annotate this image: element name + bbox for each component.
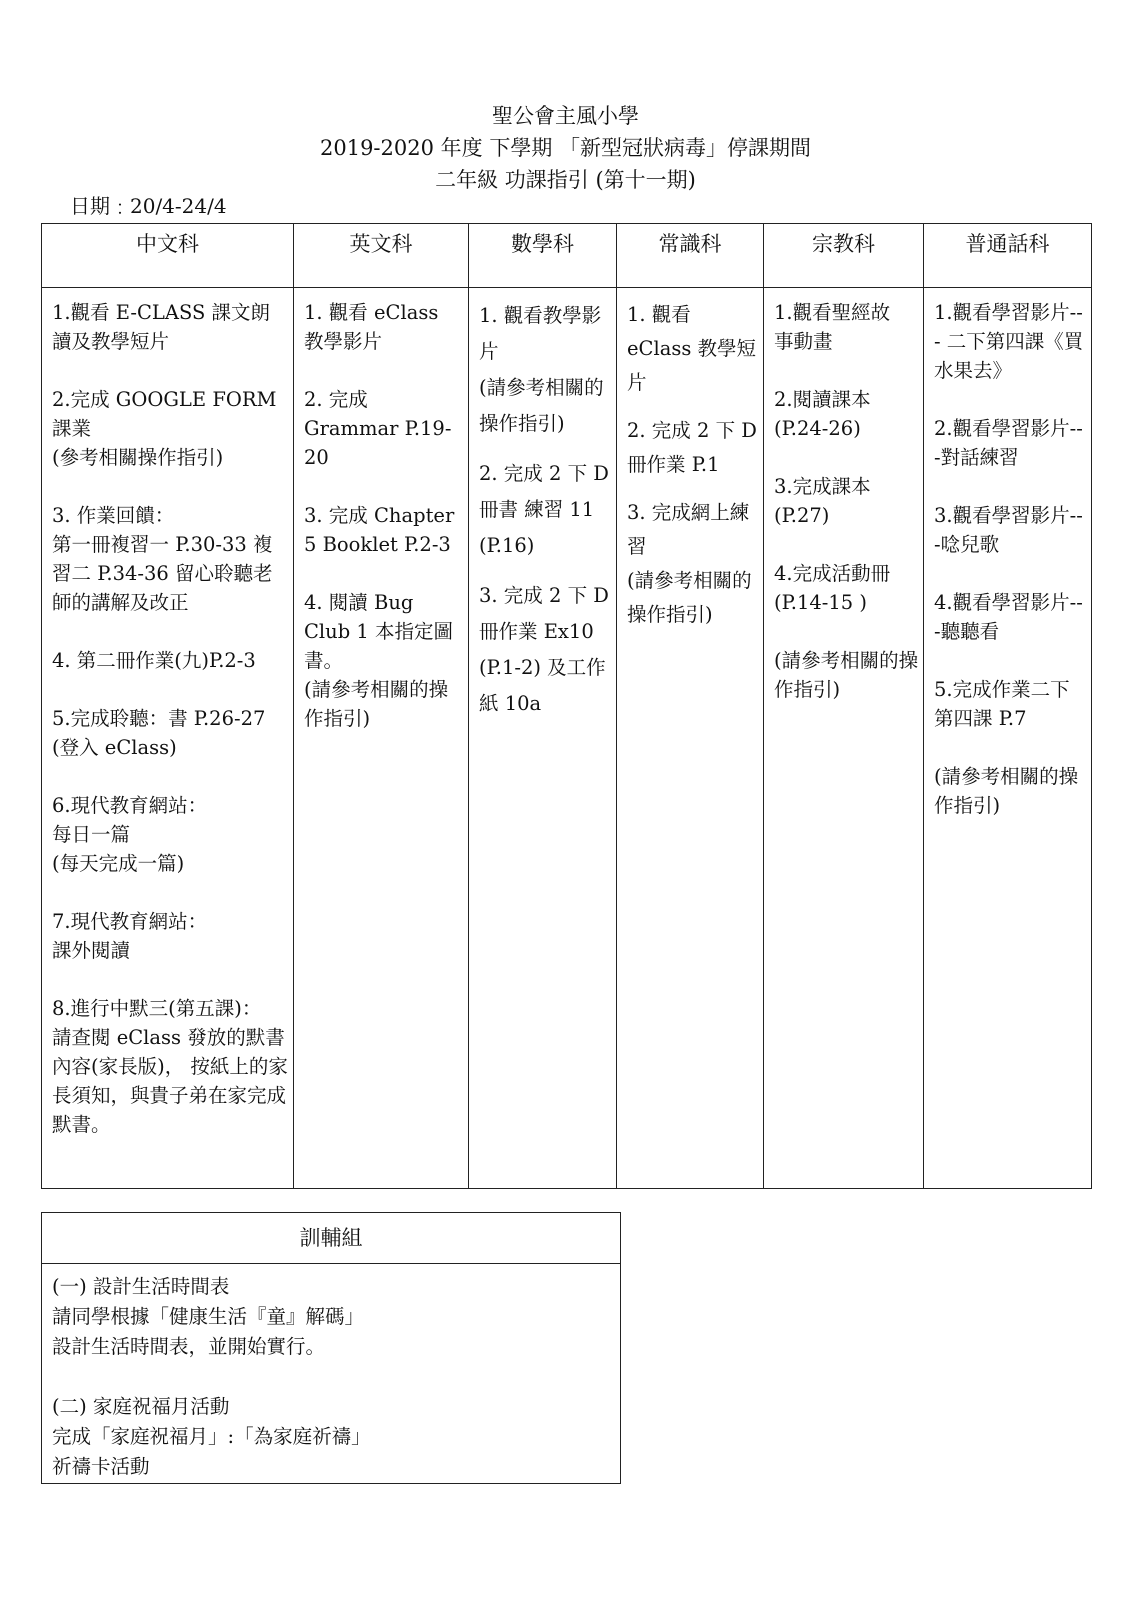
chinese-task-4: 4. 第二冊作業(九)P.2-3 — [52, 649, 256, 672]
english-task-3: 3. 完成 Chapter 5 Booklet P.2-3 — [304, 504, 455, 556]
chinese-task-7: 7.現代教育網站： 課外閱讀 — [52, 910, 208, 962]
putonghua-task-2: 2.觀看學習影片---對話練習 — [934, 417, 1083, 469]
chinese-task-3: 3. 作業回饋： 第一冊複習一 P.30-33 複習二 P.34-36 留心聆聽老師的講解及改正 — [52, 504, 273, 614]
date-range: 日期﹕20/4-24/4 — [70, 194, 227, 218]
document-header — [0, 100, 1131, 196]
math-tasks — [469, 288, 617, 1189]
general-task-3: 3. 完成網上練習 (請參考相關的操作指引) — [627, 501, 752, 626]
discipline-section-2: (二) 家庭祝福月活動 完成「家庭祝福月」:「為家庭祈禱」 祈禱卡活動 — [52, 1395, 371, 1478]
discipline-body — [42, 1264, 620, 1482]
chinese-task-5: 5.完成聆聽：書 P.26-27 (登入 eClass) — [52, 707, 266, 759]
header-religion: 宗教科 — [764, 224, 924, 288]
putonghua-task-4: 4.觀看學習影片---聽聽看 — [934, 591, 1083, 643]
school-name: 聖公會主風小學 — [492, 104, 639, 128]
table-row — [42, 288, 1092, 1189]
religion-task-3: 3.完成課本 (P.27) — [774, 475, 871, 527]
general-task-2: 2. 完成 2 下 D 冊作業 P.1 — [627, 419, 757, 476]
religion-note: (請參考相關的操作指引) — [774, 649, 919, 701]
math-task-3: 3. 完成 2 下 D 冊作業 Ex10 (P.1-2) 及工作紙 10a — [479, 584, 609, 715]
religion-task-4: 4.完成活動冊 (P.14-15 ) — [774, 562, 891, 614]
religion-tasks — [764, 288, 924, 1189]
religion-task-2: 2.閱讀課本 (P.24-26) — [774, 388, 871, 440]
chinese-task-6: 6.現代教育網站： 每日一篇 (每天完成一篇) — [52, 794, 208, 875]
header-math: 數學科 — [469, 224, 617, 288]
discipline-title: 訓輔組 — [42, 1213, 620, 1264]
putonghua-task-5: 5.完成作業二下第四課 P.7 — [934, 678, 1070, 730]
putonghua-task-3: 3.觀看學習影片---唸兒歌 — [934, 504, 1083, 556]
religion-task-1: 1.觀看聖經故 事動畫 — [774, 301, 891, 353]
general-task-1: 1. 觀看 eClass 教學短片 — [627, 303, 757, 394]
general-studies-tasks — [617, 288, 764, 1189]
chinese-task-1: 1.觀看 E-CLASS 課文朗讀及教學短片 — [52, 301, 271, 353]
chinese-tasks — [42, 288, 294, 1189]
discipline-panel — [41, 1212, 621, 1484]
chinese-task-8: 8.進行中默三(第五課)： 請查閱 eClass 發放的默書內容(家長版)， 按紙上的家長須知，與貴子弟在家完成默書。 — [52, 997, 288, 1136]
math-task-1: 1. 觀看教學影片 (請參考相關的操作指引) — [479, 304, 604, 435]
guide-title: 二年級 功課指引 (第十一期) — [435, 168, 696, 192]
math-task-2: 2. 完成 2 下 D 冊書 練習 11 (P.16) — [479, 462, 609, 557]
discipline-section-1: (一) 設計生活時間表 請同學根據「健康生活『童』解碼」 設計生活時間表，並開始實行。 — [52, 1275, 365, 1358]
homework-table — [41, 223, 1092, 1189]
header-english: 英文科 — [294, 224, 469, 288]
header-chinese: 中文科 — [42, 224, 294, 288]
header-general-studies: 常識科 — [617, 224, 764, 288]
putonghua-note: (請參考相關的操作指引) — [934, 765, 1079, 817]
english-task-2: 2. 完成 Grammar P.19-20 — [304, 388, 452, 469]
english-task-4: 4. 閱讀 Bug Club 1 本指定圖書。 (請參考相關的操作指引) — [304, 591, 454, 730]
english-tasks — [294, 288, 469, 1189]
chinese-task-2: 2.完成 GOOGLE FORM 課業 (參考相關操作指引) — [52, 388, 277, 469]
table-header-row — [42, 224, 1092, 288]
english-task-1: 1. 觀看 eClass 教學影片 — [304, 301, 439, 353]
putonghua-tasks — [924, 288, 1092, 1189]
term-title: 2019-2020 年度 下學期 「新型冠狀病毒」停課期間 — [319, 136, 811, 160]
header-putonghua: 普通話科 — [924, 224, 1092, 288]
putonghua-task-1: 1.觀看學習影片--- 二下第四課《買水果去》 — [934, 301, 1084, 382]
